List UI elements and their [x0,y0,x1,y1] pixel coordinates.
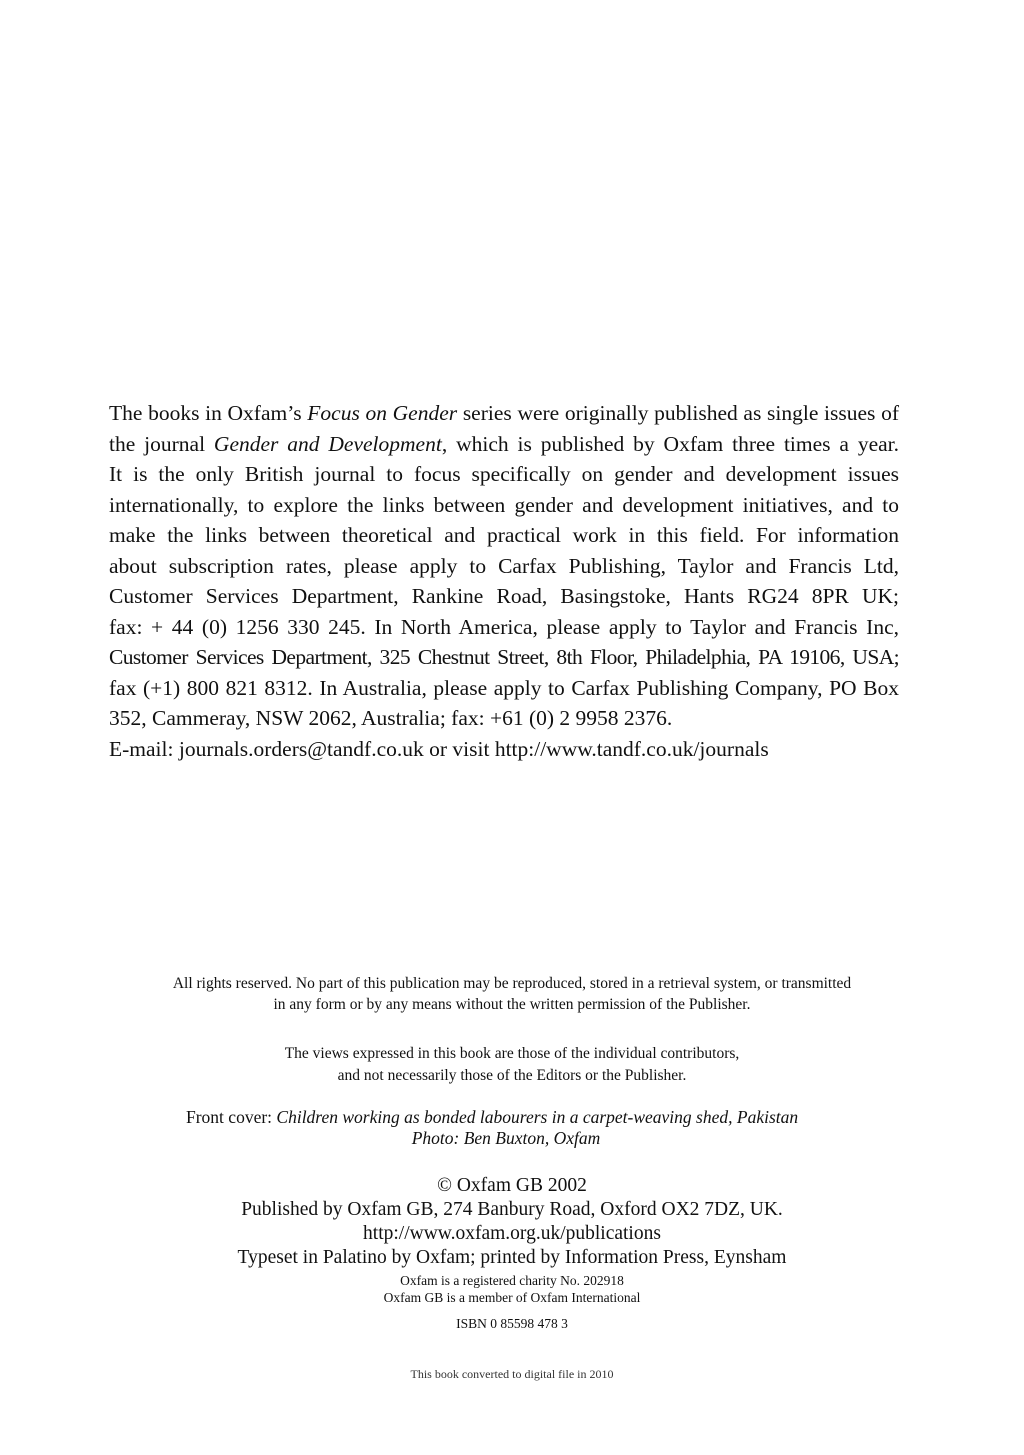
rights-notice-line-1: All rights reserved. No part of this publication may be reproduced, stored in a retrieval system, or transmitted [172,975,852,992]
isbn: ISBN 0 85598 478 3 [456,1316,568,1331]
photo-credit: Photo: Ben Buxton, Oxfam [411,1128,601,1148]
rights-notice-line-2: in any form or by any means without the written permission of the Publisher. [273,996,751,1013]
series-information-paragraph [109,398,899,764]
front-cover-caption [186,1107,826,1149]
oxfam-international-member: Oxfam GB is a member of Oxfam International [383,1290,641,1305]
series-line-10: fax (+1) 800 821 8312. In Australia, please apply to Carfax Publishing Company, PO Box [109,675,899,700]
series-line-11: 352, Cammeray, NSW 2062, Australia; fax: +61 (0) 2 9958 2376. [109,706,673,730]
views-disclaimer-line-1: The views expressed in this book are those of the individual contributors, [284,1045,740,1062]
charity-number: Oxfam is a registered charity No. 202918 [400,1273,624,1288]
series-line-5: make the links between theoretical and practical work in this field. For information [109,523,899,547]
copyright-line: © Oxfam GB 2002 [437,1175,587,1196]
digital-conversion-note: This book converted to digital file in 2010 [410,1367,614,1381]
views-disclaimer-line-2: and not necessarily those of the Editors or the Publisher. [337,1067,687,1084]
series-line-1: The books in Oxfam’s Focus on Gender series were originally published as single issues of [109,401,899,425]
published-by-line: Published by Oxfam GB, 274 Banbury Road, Oxford OX2 7DZ, UK. [241,1199,783,1220]
series-line-8: fax: + 44 (0) 1256 330 245. In North America, please apply to Taylor and Francis Inc, [109,614,899,639]
series-line-2: the journal Gender and Development, which is published by Oxfam three times a year. [109,431,900,456]
series-line-7: Customer Services Department, Rankine Road, Basingstoke, Hants RG24 8PR UK; [109,584,899,608]
series-line-9: Customer Services Department, 325 Chestnut Street, 8th Floor, Philadelphia, PA 19106, USA; [109,645,899,669]
publisher-url: http://www.oxfam.org.uk/publications [363,1223,661,1244]
series-title: Focus on Gender [307,401,458,425]
series-line-12-email: E-mail: journals.orders@tandf.co.uk or visit http://www.tandf.co.uk/journals [109,736,769,761]
series-line-6: about subscription rates, please apply to Carfax Publishing, Taylor and Francis Ltd, [109,553,899,578]
front-cover-label: Front cover: [186,1107,277,1127]
typeset-line: Typeset in Palatino by Oxfam; printed by Information Press, Eynsham [237,1247,787,1268]
journal-title: Gender and Development [213,431,442,456]
series-line-4: internationally, to explore the links between gender and development initiatives, and to [109,492,899,517]
front-cover-description: Children working as bonded labourers in a carpet-weaving shed, Pakistan [276,1107,799,1127]
series-line-3: It is the only British journal to focus specifically on gender and development issues [109,462,899,486]
